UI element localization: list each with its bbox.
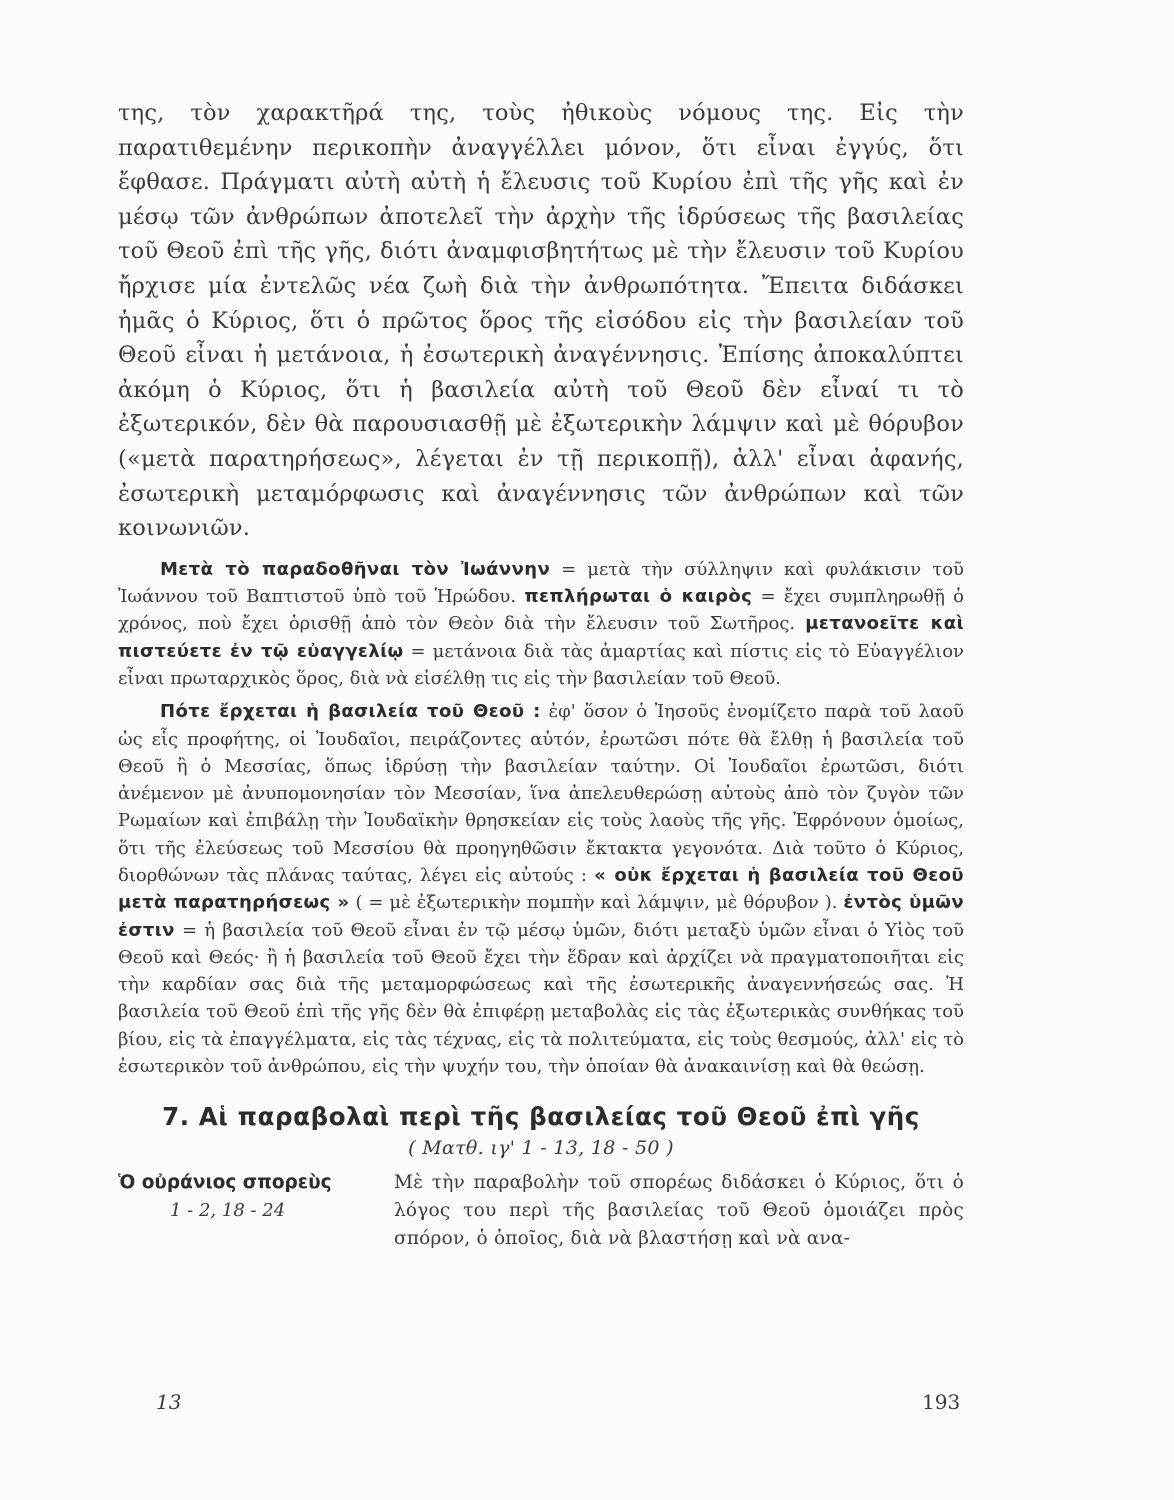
parable-verses: 1 - 2, 18 - 24 — [170, 1200, 286, 1222]
body-paragraph: της, τὸν χαρακτῆρά της, τοὺς ἠθικοὺς νόμους της. Εἰς τὴν παρατιθεμένην περικοπὴν ἀναγγέλλει μόνον, ὅτι εἶναι ἐγγύς, ὅτι ἔφθασε. Πράγματι αὐτὴ αὐτὴ ἡ ἔλευσις τοῦ Κυρίου ἐπὶ τῆς γῆς καὶ ἐν μέσῳ τῶν ἀνθρώπων ἀποτελεῖ τὴν ἀρχὴν τῆς ἱδρύσεως τῆς βασιλείας τοῦ Θεοῦ ἐπὶ τῆς γῆς, διότι ἀναμφισβητήτως μὲ τὴν ἔλευσιν τοῦ Κυρίου ἤρχισε μία ἐντελῶς νέα ζωὴ διὰ τὴν ἀνθρωπότητα. Ἔπειτα διδάσκει ἡμᾶς ὁ Κύριος, ὅτι ὁ πρῶτος ὅρος τῆς εἰσόδου εἰς τὴν βασιλείαν τοῦ Θεοῦ εἶναι ἡ μετάνοια, ἡ ἐσωτερικὴ ἀναγέννησις. Ἐπίσης ἀποκαλύπτει ἀκόμη ὁ Κύριος, ὅτι ἡ βασιλεία αὐτὴ τοῦ Θεοῦ δὲν εἶναί τι τὸ ἐξωτερικόν, δὲν θὰ παρουσιασθῇ μὲ ἐξωτερικὴν λάμψιν καὶ μὲ θόρυβον («μετὰ παρατηρήσεως», λέγεται ἐν τῇ περικοπῇ), ἀλλ' εἶναι ἀφανής, ἐσωτερικὴ μεταμόρφωσις καὶ ἀναγέννησις τῶν ἀνθρώπων καὶ τῶν κοινωνιῶν. — [118, 100, 964, 542]
commentary-term: ἐντὸς ὑμῶν ἐστιν — [118, 892, 964, 941]
commentary-text: = ἔχει συμπληρωθῇ ὁ χρόνος, ποὺ ἔχει ὁρισθῇ ἀπὸ τὸν Θεὸν διὰ τὴν ἔλευσιν τοῦ Σωτῆρος. — [118, 586, 964, 635]
commentary-term: Μετὰ τὸ παραδοθῆναι τὸν Ἰωάννην — [160, 558, 551, 580]
section-heading: 7. Αἱ παραβολαὶ περὶ τῆς βασιλείας τοῦ Θεοῦ ἐπὶ γῆς — [162, 1102, 920, 1132]
commentary-paragraph-1 — [118, 556, 964, 692]
commentary-term: « οὐκ ἔρχεται ἡ βασιλεία τοῦ Θεοῦ μετὰ παρατηρήσεως » — [118, 864, 964, 914]
commentary-term: πεπλήρωται ὁ καιρὸς — [524, 586, 753, 608]
page-content — [118, 96, 964, 1253]
section-reference: ( Ματθ. ιγ' 1 - 13, 18 - 50 ) — [408, 1137, 674, 1160]
parable-block — [118, 1169, 964, 1253]
commentary-term: Πότε ἔρχεται ἡ βασιλεία τοῦ Θεοῦ : — [160, 701, 541, 723]
commentary-text: = μετὰ τὴν σύλληψιν καὶ φυλάκισιν τοῦ Ἰωάννου τοῦ Βαπτιστοῦ ὑπὸ τοῦ Ἡρώδου. — [118, 558, 964, 608]
parable-sidenote — [118, 1169, 380, 1253]
page-number: 193 — [922, 1390, 961, 1414]
parable-text: Μὲ τὴν παραβολὴν τοῦ σπορέως διδάσκει ὁ Κύριος, ὅτι ὁ λόγος του περὶ τῆς βασιλείας τοῦ Θεοῦ ὁμοιάζει πρὸς σπόρον, ὁ ὁποῖος, διὰ νὰ βλαστήσῃ καὶ νὰ ανα- — [394, 1172, 964, 1250]
commentary-text: ἐφ' ὅσον ὁ Ἰησοῦς ἐνομίζετο παρὰ τοῦ λαοῦ ὡς εἷς προφήτης, οἱ Ἰουδαῖοι, πειράζοντες αὐτόν, ἐρωτῶσι πότε θὰ ἔλθῃ ἡ βασιλεία τοῦ Θεοῦ ἢ ὁ Μεσσίας, ὅπως ἱδρύσῃ τὴν βασιλείαν ταύτην. Οἱ Ἰουδαῖοι ἐρωτῶσι, διότι ἀνέμενον μὲ ἀνυπομονησίαν τὸν Μεσσίαν, ἵνα ἀπελευθερώσῃ αὐτοὺς ἀπὸ τὸν ζυγὸν τῶν Ρωμαίων καὶ ἐπιβάλῃ τὴν Ἰουδαϊκὴν θρησκείαν εἰς τοὺς λαοὺς τῆς γῆς. Ἐφρόνουν ὁμοίως, ὅτι τῆς ἐλεύσεως τοῦ Μεσσίου θὰ προηγηθῶσιν ἔκτακτα γεγονότα. Διὰ τοῦτο ὁ Κύριος, διορθώνων τὰς πλάνας ταύτας, λέγει εἰς αὐτούς : — [118, 701, 964, 886]
signature-mark: 13 — [156, 1390, 182, 1414]
commentary-term: μετανοεῖτε καὶ πιστεύετε ἐν τῷ εὐαγγελίῳ — [118, 613, 964, 662]
parable-title: Ὁ οὐράνιος σπορεὺς — [118, 1172, 332, 1194]
commentary-text: ( = μὲ ἐξωτερικὴν πομπὴν καὶ λάμψιν, μὲ θόρυβον ). — [349, 892, 844, 914]
commentary-paragraph-2 — [118, 698, 964, 1080]
commentary-text: = μετάνοια διὰ τὰς ἁμαρτίας καὶ πίστις εἰς τὸ Εὐαγγέλιον εἶναι πρωταρχικὸς ὅρος, διὰ νὰ εἰσέλθῃ τις εἰς τὴν βασιλείαν τοῦ Θεοῦ. — [118, 640, 964, 689]
commentary-text: = ἡ βασιλεία τοῦ Θεοῦ εἶναι ἐν τῷ μέσῳ ὑμῶν, διότι μεταξὺ ὑμῶν εἶναι ὁ Υἱὸς τοῦ Θεοῦ καὶ Θεός· ἢ ἡ βασιλεία τοῦ Θεοῦ ἔχει τὴν ἕδραν καὶ ἀρχίζει νὰ πραγματοποιῆται εἰς τὴν καρδίαν σας διὰ τῆς μεταμορφώσεως καὶ τῆς ἐσωτερικῆς ἀναγεννήσεώς σας. Ἡ βασιλεία τοῦ Θεοῦ ἐπὶ τῆς γῆς δὲν θὰ ἐπιφέρῃ μεταβολὰς εἰς τὰς ἐξωτερικὰς συνθήκας τοῦ βίου, εἰς τὰ ἐπαγγέλματα, εἰς τὰς τέχνας, εἰς τὰ πολιτεύματα, εἰς τοὺς θεσμούς, ἀλλ' εἰς τὸ ἐσωτερικὸν τοῦ ἀνθρώπου, εἰς τὴν ψυχήν του, τὴν ὁποίαν θὰ ἀνακαινίσῃ καὶ θὰ θεώσῃ. — [118, 919, 964, 1078]
